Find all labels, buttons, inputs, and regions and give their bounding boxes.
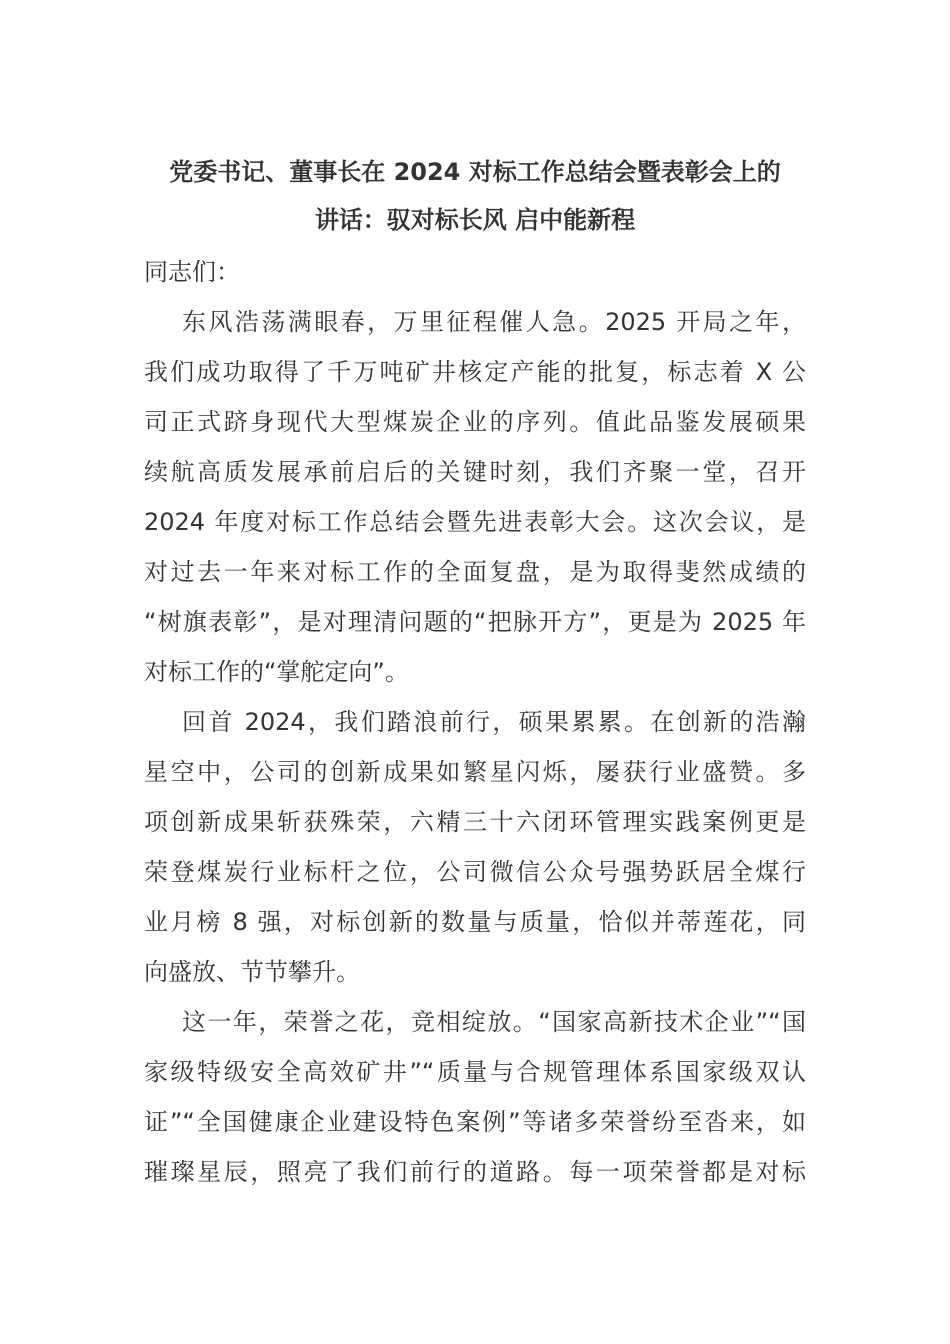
paragraph-line: 回首 2024，我们踏浪前行，硕果累累。在创新的浩瀚 [182, 708, 806, 736]
paragraph-line: 向盛放、节节攀升。 [144, 958, 360, 986]
paragraph-line: 2024 年度对标工作总结会暨先进表彰大会。这次会议，是 [144, 508, 806, 536]
paragraph-line: 对标工作的“掌舵定向”。 [144, 658, 409, 686]
paragraph-line: 证”“全国健康企业建设特色案例”等诸多荣誉纷至沓来，如 [144, 1108, 806, 1136]
title-line-2: 讲话：驭对标长风 启中能新程 [314, 206, 636, 234]
paragraph-1 [144, 297, 806, 697]
paragraph-line: 璀璨星辰，照亮了我们前行的道路。每一项荣誉都是对标 [144, 1158, 806, 1186]
paragraph-2 [144, 697, 806, 997]
paragraph-line: 司正式跻身现代大型煤炭企业的序列。值此品鉴发展硕果 [144, 408, 806, 436]
paragraph-line: 星空中，公司的创新成果如繁星闪烁，屡获行业盛赞。多 [144, 758, 806, 786]
document-title [144, 148, 806, 244]
paragraph-3 [144, 997, 806, 1197]
salutation: 同志们： [144, 258, 240, 286]
paragraph-line: 对过去一年来对标工作的全面复盘，是为取得斐然成绩的 [144, 558, 806, 586]
paragraph-line: 我们成功取得了千万吨矿井核定产能的批复，标志着 X 公 [144, 358, 806, 386]
paragraph-line: 家级特级安全高效矿井”“质量与合规管理体系国家级双认 [144, 1058, 806, 1086]
paragraph-line: 项创新成果斩获殊荣，六精三十六闭环管理实践案例更是 [144, 808, 806, 836]
title-line-1: 党委书记、董事长在 2024 对标工作总结会暨表彰会上的 [169, 158, 781, 186]
paragraph-line: 东风浩荡满眼春，万里征程催人急。2025 开局之年， [182, 308, 806, 336]
paragraph-line: “树旗表彰”，是对理清问题的“把脉开方”，更是为 2025 年 [144, 608, 806, 636]
paragraph-line: 续航高质发展承前启后的关键时刻，我们齐聚一堂，召开 [144, 458, 806, 486]
paragraph-line: 这一年，荣誉之花，竞相绽放。“国家高新技术企业”“国 [182, 1008, 806, 1036]
paragraph-line: 业月榜 8 强，对标创新的数量与质量，恰似并蒂莲花，同 [144, 908, 806, 936]
document-page [144, 148, 806, 1197]
paragraph-line: 荣登煤炭行业标杆之位，公司微信公众号强势跃居全煤行 [144, 858, 806, 886]
